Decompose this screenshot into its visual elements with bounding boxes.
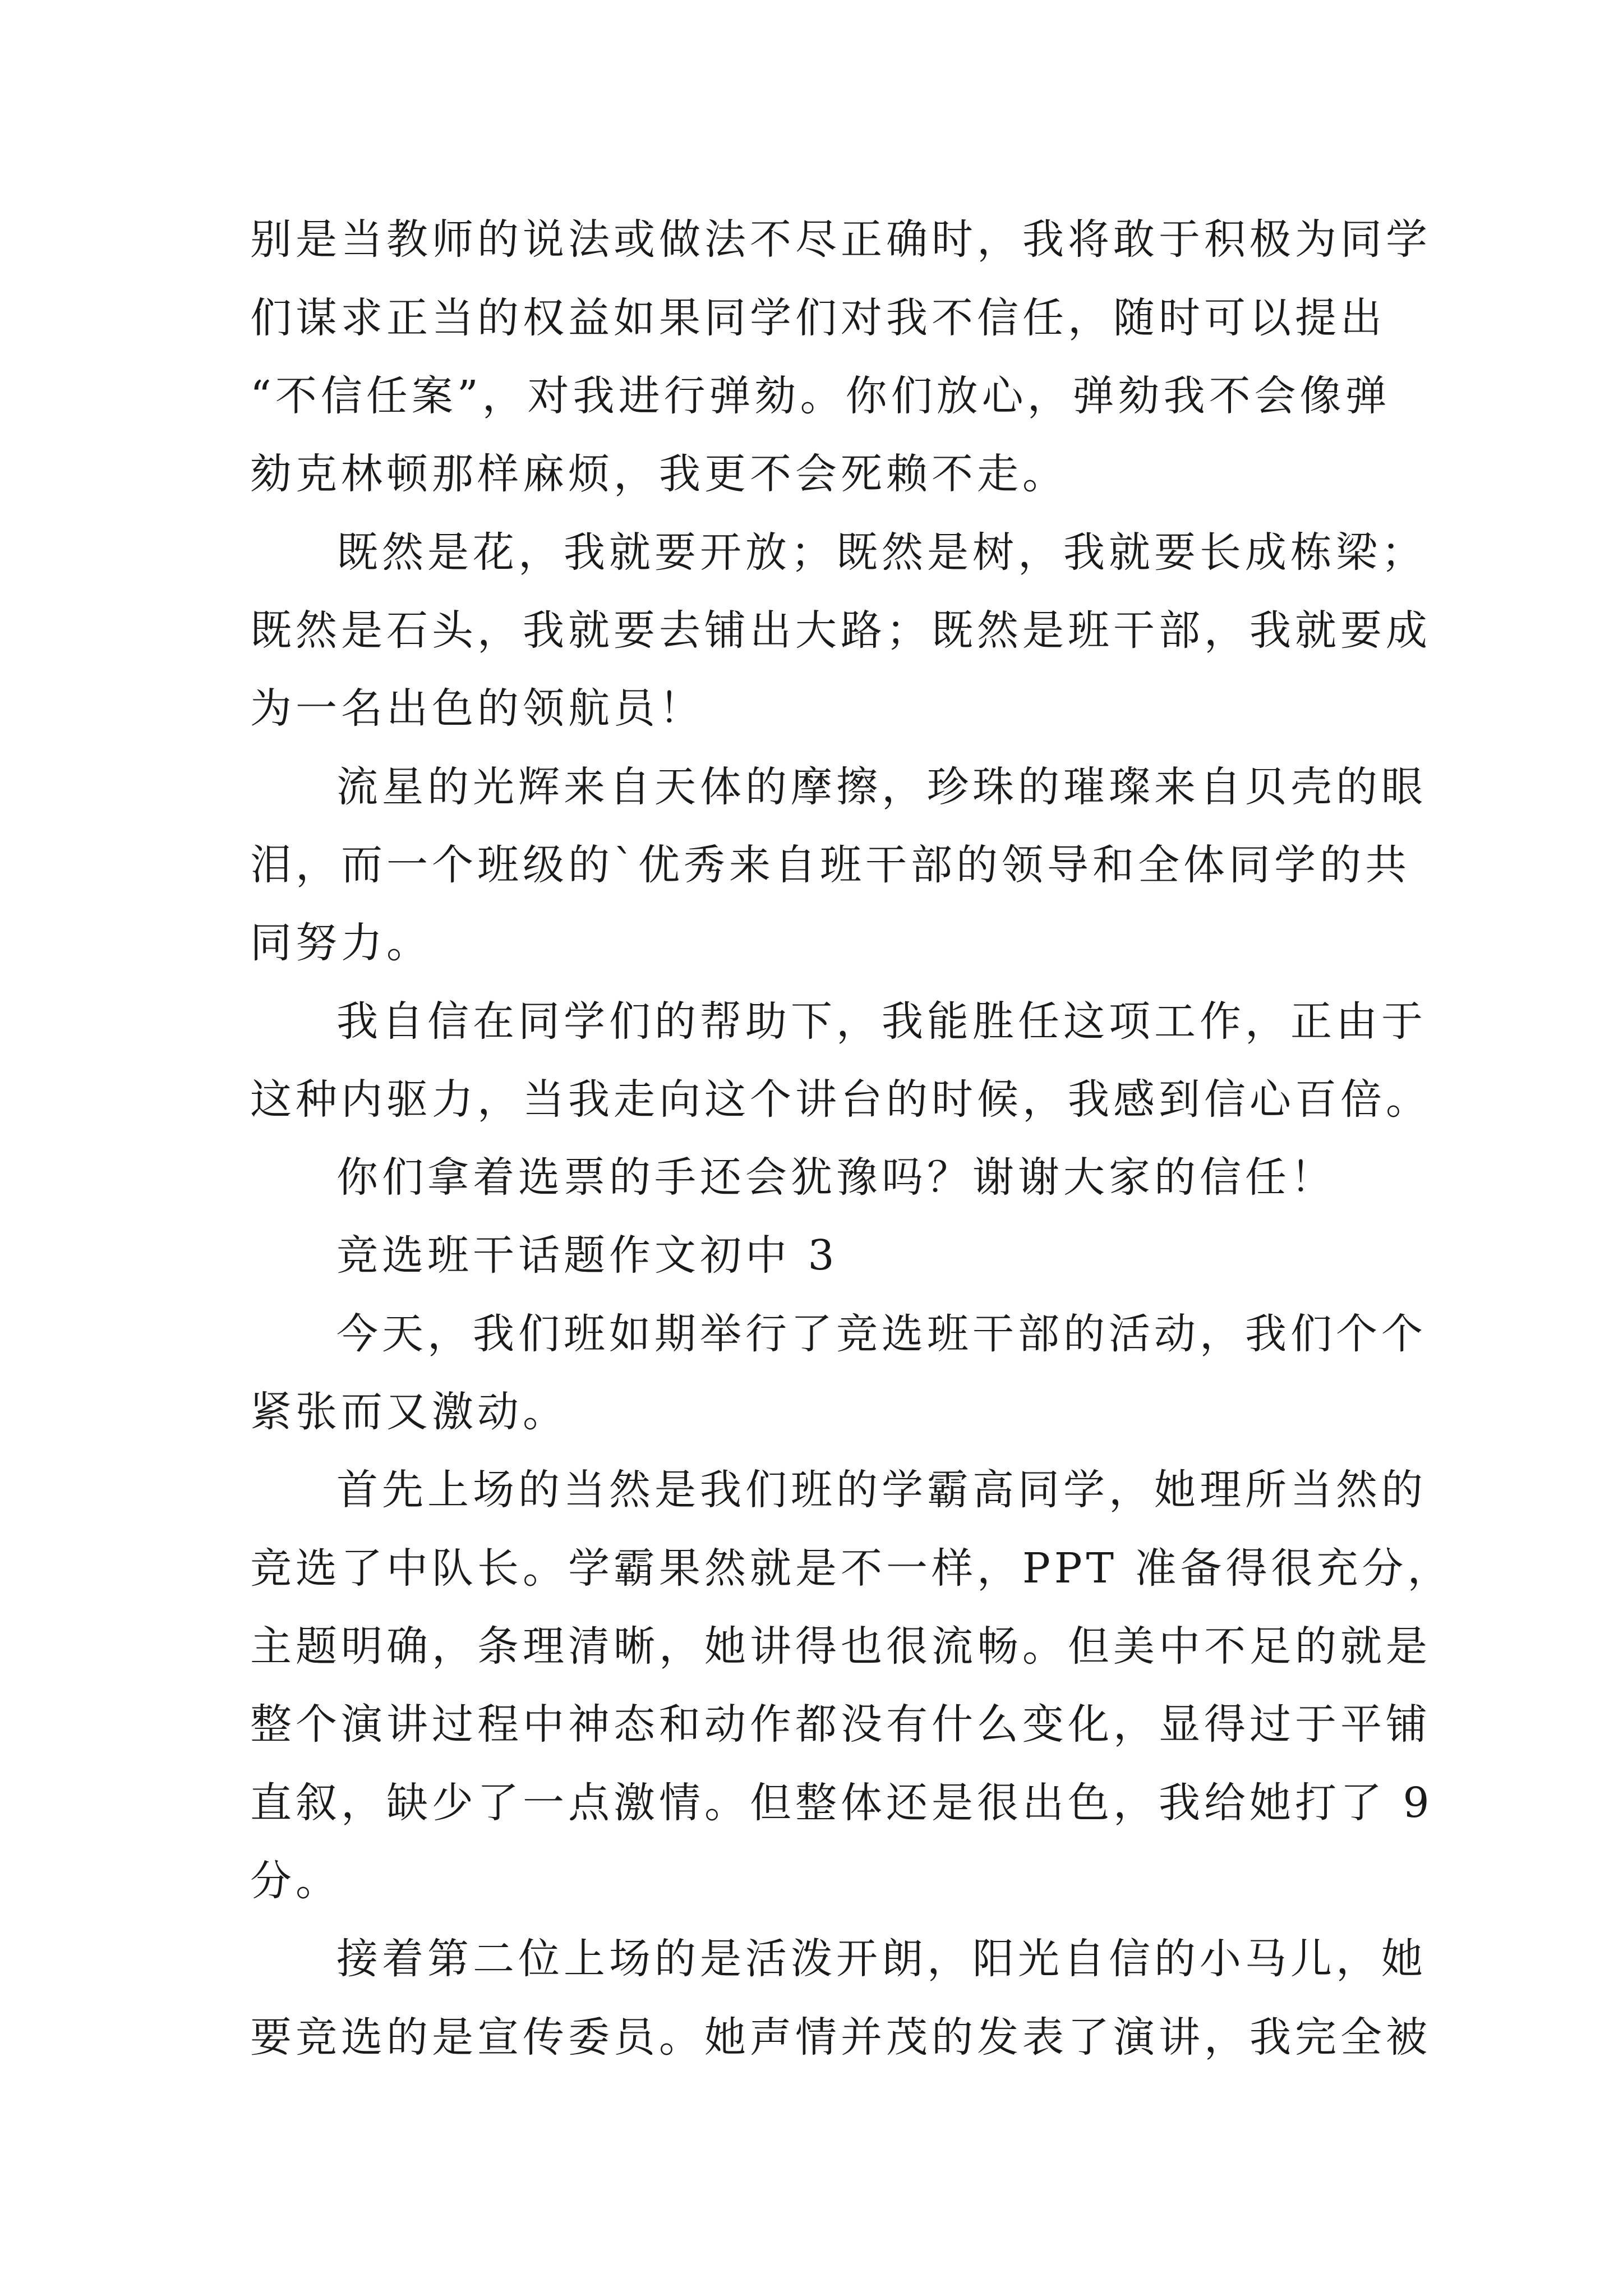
text-line: 别是当教师的说法或做法不尽正确时，我将敢于积极为同学 — [250, 215, 1431, 264]
text-line: 流星的光辉来自天体的摩擦，珍珠的璀璨来自贝壳的眼 — [336, 763, 1427, 811]
text-line: 今天，我们班如期举行了竞选班干部的活动，我们个个 — [336, 1310, 1427, 1358]
text-line: 既然是石头，我就要去铺出大路；既然是班干部，我就要成 — [250, 606, 1431, 655]
text-line: 接着第二位上场的是活泼开朗，阳光自信的小马儿，她 — [336, 1935, 1427, 1983]
text-line: 既然是花，我就要开放；既然是树，我就要长成栋梁； — [336, 528, 1427, 577]
text-line: 泪，而一个班级的`优秀来自班干部的领导和全体同学的共 — [250, 841, 1410, 889]
text-line: 你们拿着选票的手还会犹豫吗？谢谢大家的信任！ — [336, 1153, 1336, 1202]
text-line: 整个演讲过程中神态和动作都没有什么变化，显得过于平铺 — [250, 1700, 1431, 1749]
text-line: 劾克林顿那样麻烦，我更不会死赖不走。 — [250, 450, 1068, 498]
text-line: “不信任案”，对我进行弹劾。你们放心，弹劾我不会像弹 — [250, 372, 1391, 420]
text-line: 这种内驱力，当我走向这个讲台的时候，我感到信心百倍。 — [250, 1075, 1431, 1124]
section-heading: 竞选班干话题作文初中 3 — [336, 1231, 838, 1280]
text-line: 们谋求正当的权益如果同学们对我不信任，随时可以提出 — [250, 294, 1386, 342]
text-line: 为一名出色的领航员！ — [250, 684, 704, 733]
text-line: 竞选了中队长。学霸果然就是不一样，PPT 准备得很充分， — [250, 1544, 1453, 1593]
text-line: 首先上场的当然是我们班的学霸高同学，她理所当然的 — [336, 1466, 1427, 1514]
text-line: 同努力。 — [250, 919, 432, 967]
text-line: 要竞选的是宣传委员。她声情并茂的发表了演讲，我完全被 — [250, 2013, 1431, 2062]
text-line: 我自信在同学们的帮助下，我能胜任这项工作，正由于 — [336, 997, 1427, 1046]
text-line: 主题明确，条理清晰，她讲得也很流畅。但美中不足的就是 — [250, 1622, 1431, 1671]
text-line: 直叙，缺少了一点激情。但整体还是很出色，我给她打了 9 — [250, 1779, 1433, 1827]
text-line: 分。 — [250, 1857, 341, 1905]
text-line: 紧张而又激动。 — [250, 1388, 568, 1436]
